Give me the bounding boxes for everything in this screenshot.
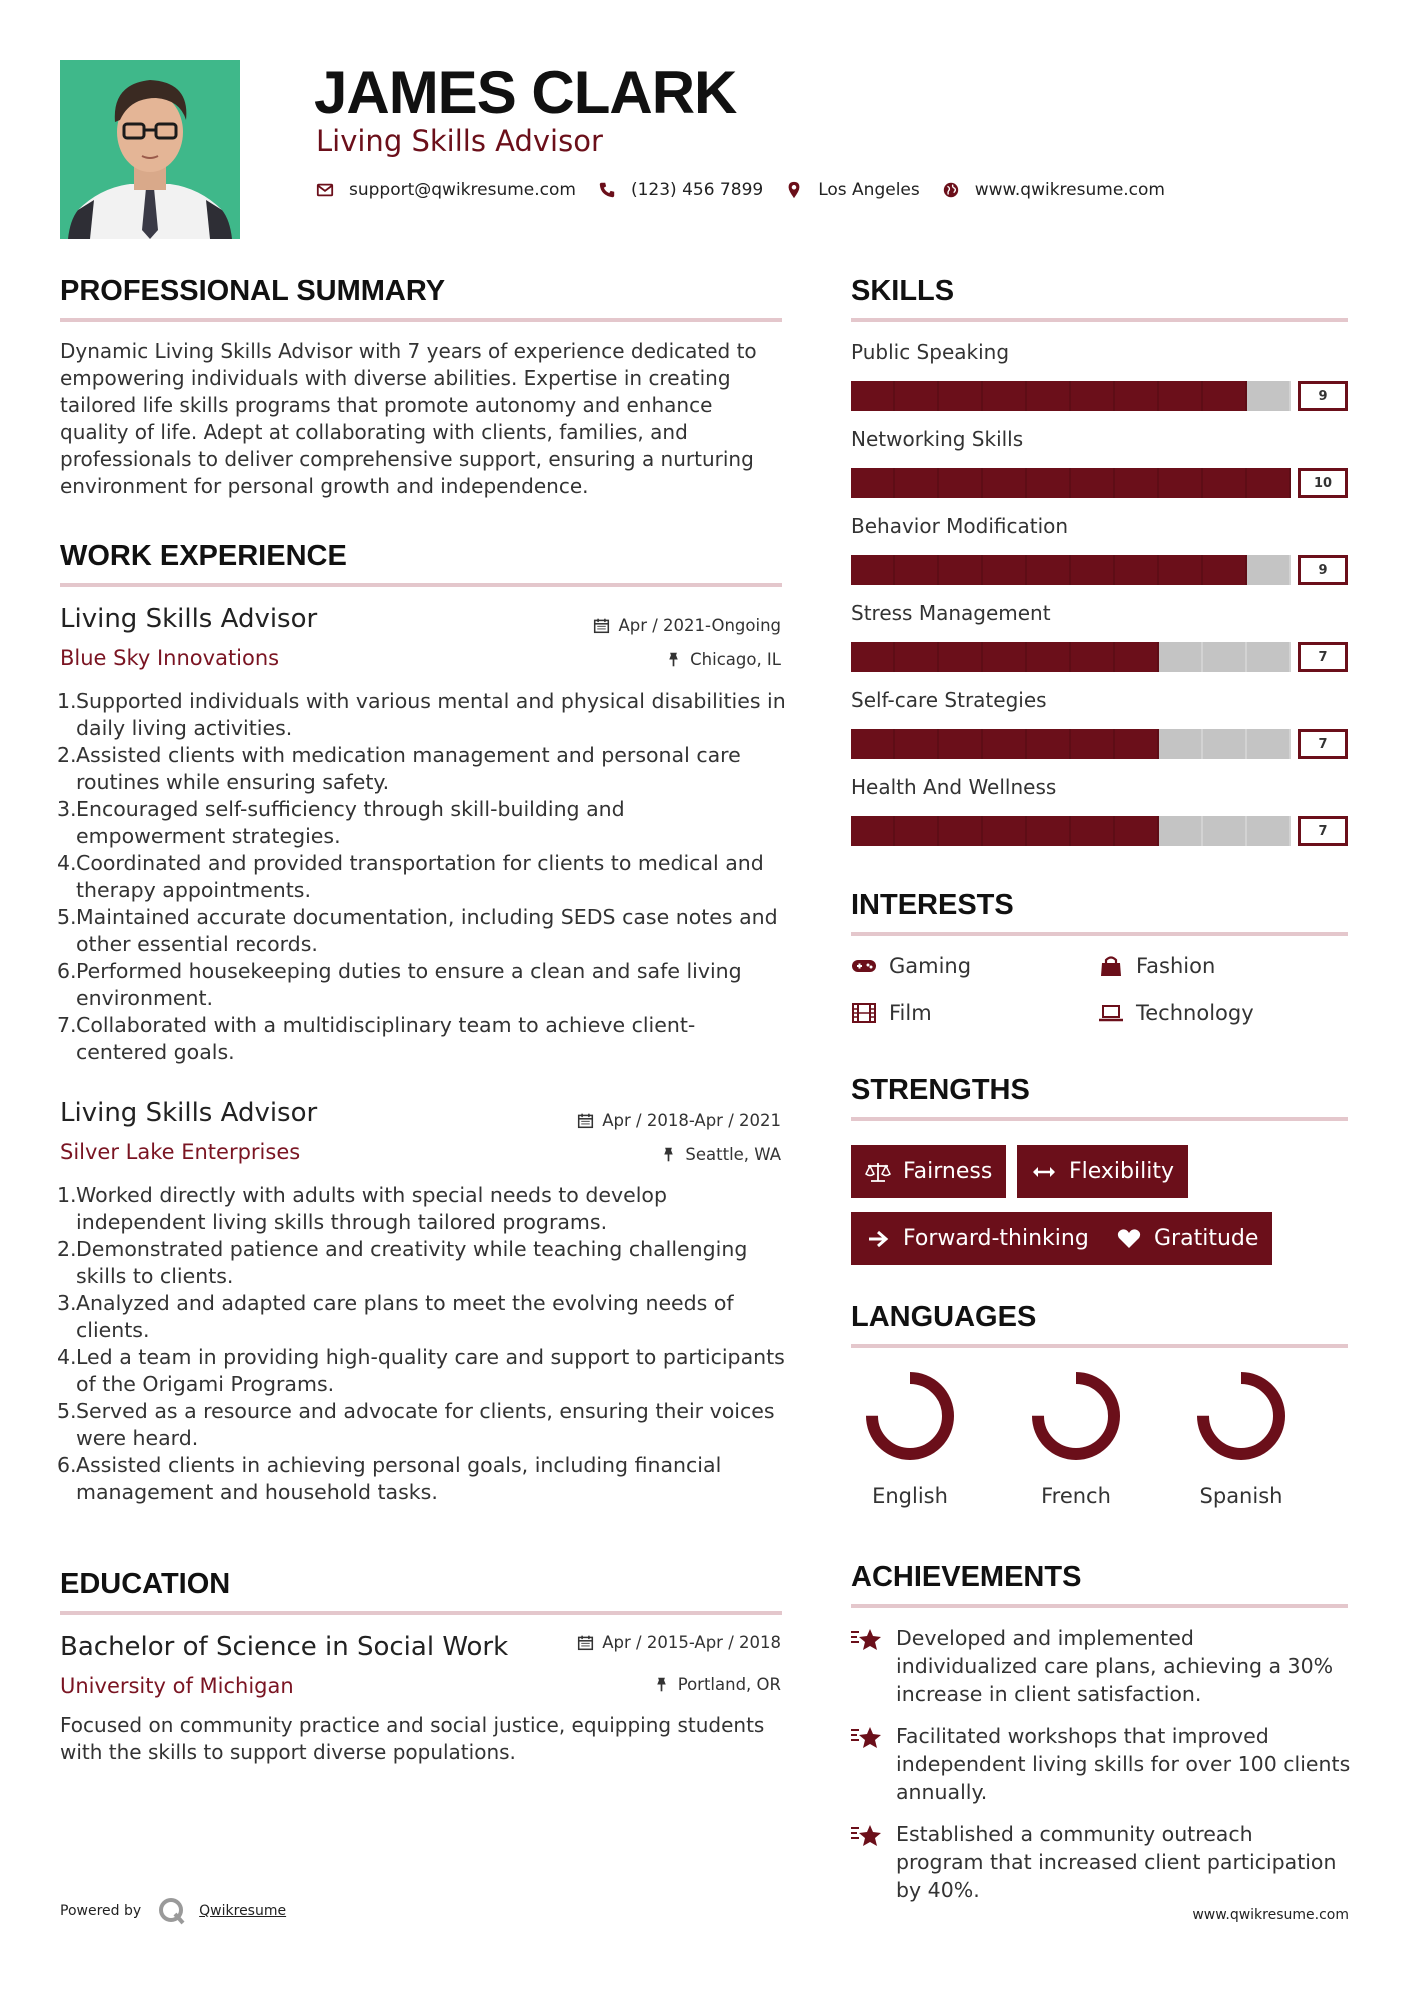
language-item: [850, 1366, 970, 1508]
job-title: Living Skills Advisor: [60, 604, 318, 634]
contact-bar: [316, 178, 1187, 202]
star-award-icon: [850, 1724, 882, 1752]
job-duties-list: [57, 688, 797, 1066]
education-dates: [577, 1633, 781, 1652]
education-description: [60, 1712, 800, 1766]
job-duty-line: Assisted clients in achieving personal goals, including financial: [76, 1453, 722, 1477]
job-dates: [593, 616, 781, 635]
skill-segment: [1071, 642, 1115, 672]
skill-segment: [895, 555, 939, 585]
skill-segment: [895, 468, 939, 498]
contact-website[interactable]: [942, 180, 1165, 200]
education-dates-text: Apr / 2015-Apr / 2018: [602, 1633, 781, 1652]
job-duty-line: Served as a resource and advocate for clients, ensuring their voices: [76, 1399, 775, 1423]
job-duty-item: [57, 850, 797, 904]
skill-level-value: 9: [1298, 555, 1348, 585]
languages-divider: [851, 1344, 1348, 1348]
education-line: Focused on community practice and social justice, equipping students: [60, 1713, 765, 1737]
skill-segment: [983, 729, 1027, 759]
summary-line: quality of life. Adept at collaborating with clients, families, and: [60, 420, 688, 444]
balance-scale-icon: [865, 1161, 891, 1183]
job-duty-item: [57, 688, 797, 742]
skill-segment: [939, 816, 983, 846]
contact-email-text: support@qwikresume.com: [349, 180, 576, 200]
arrows-horizontal-icon: [1031, 1161, 1057, 1183]
skill-name: Self-care Strategies: [851, 688, 1047, 712]
languages-heading: LANGUAGES: [851, 1301, 1037, 1333]
job-duty-item: [57, 1398, 797, 1452]
skill-segment: [1203, 468, 1247, 498]
skill-segment: [1115, 381, 1159, 411]
skill-segment: [939, 555, 983, 585]
skill-name: Behavior Modification: [851, 514, 1069, 538]
skill-level-value: 9: [1298, 381, 1348, 411]
heart-icon: [1116, 1228, 1142, 1250]
candidate-title: Living Skills Advisor: [316, 124, 603, 158]
skill-segment: [1247, 816, 1291, 846]
achievement-line: by 40%.: [896, 1878, 980, 1902]
interest-label: Fashion: [1136, 954, 1216, 978]
contact-location-text: Los Angeles: [818, 180, 920, 200]
skill-segment: [1247, 468, 1291, 498]
skill-segment: [1115, 729, 1159, 759]
achievement-line: Established a community outreach: [896, 1822, 1253, 1846]
skill-level-bar: [851, 381, 1291, 411]
skill-segment: [1247, 381, 1291, 411]
pin-icon: [653, 1676, 670, 1693]
skill-segment: [1027, 468, 1071, 498]
skill-segment: [1159, 555, 1203, 585]
interest-item: [851, 954, 971, 978]
list-number: 2.: [57, 743, 77, 767]
strength-label: Flexibility: [1069, 1159, 1174, 1184]
strengths-heading: STRENGTHS: [851, 1074, 1030, 1106]
list-number: 4.: [57, 1345, 77, 1369]
job-dates: [577, 1111, 781, 1130]
calendar-icon: [577, 1112, 594, 1129]
strength-badge: [1017, 1145, 1188, 1198]
language-item: [1181, 1366, 1301, 1508]
strength-badge: [851, 1212, 1103, 1265]
interest-label: Technology: [1136, 1001, 1254, 1025]
list-number: 2.: [57, 1237, 77, 1261]
summary-line: environment for personal growth and independence.: [60, 474, 589, 498]
skill-level-bar: [851, 555, 1291, 585]
achievement-line: annually.: [896, 1780, 988, 1804]
skill-segment: [983, 468, 1027, 498]
skill-level-bar: [851, 642, 1291, 672]
skills-divider: [851, 318, 1348, 322]
skill-segment: [1159, 642, 1203, 672]
powered-by-text: Powered by: [60, 1903, 142, 1919]
skill-segment: [983, 381, 1027, 411]
education-location: [653, 1675, 781, 1694]
education-heading: EDUCATION: [60, 1568, 231, 1600]
contact-location: [785, 180, 920, 200]
skill-segment: [1071, 729, 1115, 759]
film-icon: [851, 1002, 877, 1024]
job-duty-item: [57, 1344, 797, 1398]
job-duty-line: of the Origami Programs.: [76, 1372, 335, 1396]
skill-segment: [1247, 555, 1291, 585]
job-duty-line: Worked directly with adults with special needs to develop: [76, 1183, 667, 1207]
job-location: [660, 1145, 781, 1164]
language-item: [1016, 1366, 1136, 1508]
skill-segment: [895, 642, 939, 672]
contact-phone[interactable]: [598, 180, 763, 200]
achievement-line: independent living skills for over 100 clients: [896, 1752, 1351, 1776]
job-duty-item: [57, 796, 797, 850]
achievement-line: Facilitated workshops that improved: [896, 1724, 1269, 1748]
skill-segment: [1027, 642, 1071, 672]
job-duty-line: Coordinated and provided transportation for clients to medical and: [76, 851, 764, 875]
list-number: 6.: [57, 1453, 77, 1477]
skill-segment: [851, 642, 895, 672]
job-duty-line: were heard.: [76, 1426, 199, 1450]
skill-segment: [1159, 816, 1203, 846]
strength-label: Forward-thinking: [903, 1226, 1089, 1251]
skill-segment: [851, 468, 895, 498]
skill-segment: [1071, 816, 1115, 846]
skill-level-value: 10: [1298, 468, 1348, 498]
skill-segment: [1027, 729, 1071, 759]
skill-segment: [895, 381, 939, 411]
job-location-text: Seattle, WA: [685, 1145, 781, 1164]
interest-item: [1098, 1001, 1254, 1025]
skill-name: Stress Management: [851, 601, 1051, 625]
achievements-heading: ACHIEVEMENTS: [851, 1561, 1082, 1593]
language-proficiency-ring: [1026, 1366, 1126, 1466]
list-number: 3.: [57, 1291, 77, 1315]
skill-segment: [1203, 729, 1247, 759]
job-duties-list: [57, 1182, 797, 1506]
skill-segment: [895, 816, 939, 846]
job-duty-line: Led a team in providing high-quality care and support to participants: [76, 1345, 785, 1369]
laptop-icon: [1098, 1002, 1124, 1024]
skill-segment: [1115, 642, 1159, 672]
list-number: 1.: [57, 1183, 77, 1207]
interests-heading: INTERESTS: [851, 889, 1014, 921]
language-proficiency-ring: [1191, 1366, 1291, 1466]
portrait-image: [60, 60, 240, 239]
language-label: French: [1041, 1484, 1111, 1508]
job-duty-line: routines while ensuring safety.: [76, 770, 390, 794]
job-duty-line: centered goals.: [76, 1040, 235, 1064]
skill-segment: [939, 642, 983, 672]
globe-icon: [942, 181, 960, 199]
job-location: [665, 650, 781, 669]
summary-heading: PROFESSIONAL SUMMARY: [60, 275, 446, 307]
skill-segment: [1159, 468, 1203, 498]
pin-icon: [660, 1146, 677, 1163]
education-location-text: Portland, OR: [677, 1675, 781, 1694]
skill-segment: [939, 381, 983, 411]
job-duty-line: Analyzed and adapted care plans to meet the evolving needs of: [76, 1291, 734, 1315]
job-duty-line: environment.: [76, 986, 214, 1010]
job-duty-item: [57, 1236, 797, 1290]
skill-segment: [1203, 816, 1247, 846]
skill-segment: [1203, 381, 1247, 411]
calendar-icon: [593, 617, 610, 634]
star-award-icon: [850, 1822, 882, 1850]
skill-segment: [1027, 381, 1071, 411]
skill-segment: [851, 729, 895, 759]
strengths-divider: [851, 1117, 1348, 1121]
skill-level-bar: [851, 729, 1291, 759]
job-duty-line: daily living activities.: [76, 716, 293, 740]
interest-item: [1098, 954, 1215, 978]
list-number: 5.: [57, 905, 77, 929]
strength-badge: [1102, 1212, 1272, 1265]
achievements-divider: [851, 1604, 1348, 1608]
contact-phone-text: (123) 456 7899: [630, 180, 764, 200]
skill-name: Public Speaking: [851, 340, 1010, 364]
language-label: English: [872, 1484, 948, 1508]
summary-divider: [60, 318, 782, 322]
skill-segment: [1115, 468, 1159, 498]
skill-segment: [939, 729, 983, 759]
envelope-icon: [316, 181, 334, 199]
brand-link[interactable]: Qwikresume: [199, 1903, 287, 1919]
achievement-line: increase in client satisfaction.: [896, 1682, 1202, 1706]
achievement-item: [850, 1722, 1360, 1806]
footer-powered-by: [60, 1896, 286, 1926]
map-marker-icon: [785, 181, 803, 199]
job-duty-line: skills to clients.: [76, 1264, 234, 1288]
language-label: Spanish: [1199, 1484, 1283, 1508]
interest-item: [851, 1001, 932, 1025]
achievement-text: [896, 1820, 1336, 1904]
job-duty-line: therapy appointments.: [76, 878, 311, 902]
skill-level-value: 7: [1298, 642, 1348, 672]
experience-divider: [60, 583, 782, 587]
skill-name: Networking Skills: [851, 427, 1024, 451]
profile-photo: [60, 60, 240, 239]
interests-divider: [851, 932, 1348, 936]
job-duty-line: Assisted clients with medication management and personal care: [76, 743, 741, 767]
job-title: Living Skills Advisor: [60, 1098, 318, 1128]
list-number: 4.: [57, 851, 77, 875]
summary-line: Dynamic Living Skills Advisor with 7 years of experience dedicated to: [60, 339, 757, 363]
arrow-right-icon: [865, 1228, 891, 1250]
skill-segment: [851, 555, 895, 585]
job-duty-item: [57, 1452, 797, 1506]
job-duty-line: Encouraged self-sufficiency through skill-building and: [76, 797, 625, 821]
skill-segment: [1027, 555, 1071, 585]
school-name: University of Michigan: [60, 1674, 294, 1698]
job-duty-line: other essential records.: [76, 932, 318, 956]
language-proficiency-arc: [1203, 1378, 1279, 1454]
skill-segment: [1247, 642, 1291, 672]
education-line: with the skills to support diverse populations.: [60, 1740, 516, 1764]
skill-segment: [1115, 816, 1159, 846]
skill-segment: [1071, 468, 1115, 498]
job-duty-line: independent living skills through tailored programs.: [76, 1210, 608, 1234]
candidate-name: JAMES CLARK: [314, 59, 737, 126]
job-dates-text: Apr / 2021-Ongoing: [618, 616, 781, 635]
skill-segment: [1071, 555, 1115, 585]
skill-segment: [1115, 555, 1159, 585]
skill-name: Health And Wellness: [851, 775, 1057, 799]
education-divider: [60, 1611, 782, 1615]
job-company: Blue Sky Innovations: [60, 646, 280, 670]
calendar-icon: [577, 1634, 594, 1651]
achievement-line: Developed and implemented: [896, 1626, 1194, 1650]
language-proficiency-arc: [1038, 1378, 1114, 1454]
achievement-item: [850, 1820, 1360, 1904]
job-duty-item: [57, 958, 797, 1012]
skill-segment: [1027, 816, 1071, 846]
job-duty-item: [57, 904, 797, 958]
experience-heading: WORK EXPERIENCE: [60, 540, 347, 572]
job-duty-item: [57, 1290, 797, 1344]
list-number: 5.: [57, 1399, 77, 1423]
summary-line: empowering individuals with diverse abilities. Expertise in creating: [60, 366, 731, 390]
star-award-icon: [850, 1626, 882, 1654]
contact-website-text: www.qwikresume.com: [974, 180, 1165, 200]
job-location-text: Chicago, IL: [690, 650, 781, 669]
achievement-text: [896, 1722, 1350, 1806]
skill-segment: [939, 468, 983, 498]
job-duty-line: Collaborated with a multidisciplinary team to achieve client-: [76, 1013, 696, 1037]
phone-icon: [598, 181, 616, 199]
job-duty-line: Demonstrated patience and creativity while teaching challenging: [76, 1237, 748, 1261]
skill-level-value: 7: [1298, 816, 1348, 846]
job-dates-text: Apr / 2018-Apr / 2021: [602, 1111, 781, 1130]
language-proficiency-ring: [860, 1366, 960, 1466]
job-duty-line: Performed housekeeping duties to ensure a clean and safe living: [76, 959, 742, 983]
skill-segment: [1203, 555, 1247, 585]
job-duty-line: clients.: [76, 1318, 150, 1342]
skill-segment: [983, 642, 1027, 672]
strength-badge: [851, 1145, 1006, 1198]
skill-level-value: 7: [1298, 729, 1348, 759]
list-number: 3.: [57, 797, 77, 821]
summary-line: professionals to deliver comprehensive support, ensuring a nurturing: [60, 447, 754, 471]
skill-segment: [983, 816, 1027, 846]
summary-text: [60, 338, 790, 500]
job-duty-line: Maintained accurate documentation, including SEDS case notes and: [76, 905, 778, 929]
job-duty-item: [57, 1182, 797, 1236]
skill-segment: [983, 555, 1027, 585]
list-number: 6.: [57, 959, 77, 983]
skill-segment: [895, 729, 939, 759]
list-number: 7.: [57, 1013, 77, 1037]
skill-segment: [851, 816, 895, 846]
skill-level-bar: [851, 468, 1291, 498]
achievement-line: program that increased client participation: [896, 1850, 1337, 1874]
job-duty-line: management and household tasks.: [76, 1480, 438, 1504]
job-duty-item: [57, 1012, 797, 1066]
job-company: Silver Lake Enterprises: [60, 1140, 301, 1164]
skill-segment: [1159, 381, 1203, 411]
shopping-bag-icon: [1098, 955, 1124, 977]
language-proficiency-arc: [872, 1378, 948, 1454]
interest-label: Film: [889, 1001, 932, 1025]
achievement-item: [850, 1624, 1360, 1708]
skill-segment: [1071, 381, 1115, 411]
job-duty-line: empowerment strategies.: [76, 824, 341, 848]
list-number: 1.: [57, 689, 77, 713]
skills-heading: SKILLS: [851, 275, 955, 307]
achievement-text: [896, 1624, 1333, 1708]
skill-segment: [851, 381, 895, 411]
skill-segment: [1159, 729, 1203, 759]
summary-line: tailored life skills programs that promote autonomy and enhance: [60, 393, 713, 417]
interest-label: Gaming: [889, 954, 972, 978]
job-duty-item: [57, 742, 797, 796]
strength-label: Gratitude: [1154, 1226, 1259, 1251]
gamepad-icon: [851, 955, 877, 977]
skill-level-bar: [851, 816, 1291, 846]
skill-segment: [1247, 729, 1291, 759]
skill-segment: [1203, 642, 1247, 672]
qwikresume-logo-icon: [157, 1896, 187, 1926]
job-duty-line: Supported individuals with various mental and physical disabilities in: [76, 689, 786, 713]
contact-email[interactable]: [316, 180, 576, 200]
achievement-line: individualized care plans, achieving a 30%: [896, 1654, 1334, 1678]
strength-label: Fairness: [903, 1159, 993, 1184]
pin-icon: [665, 651, 682, 668]
footer-website[interactable]: www.qwikresume.com: [1192, 1907, 1349, 1923]
degree-title: Bachelor of Science in Social Work: [60, 1632, 509, 1662]
